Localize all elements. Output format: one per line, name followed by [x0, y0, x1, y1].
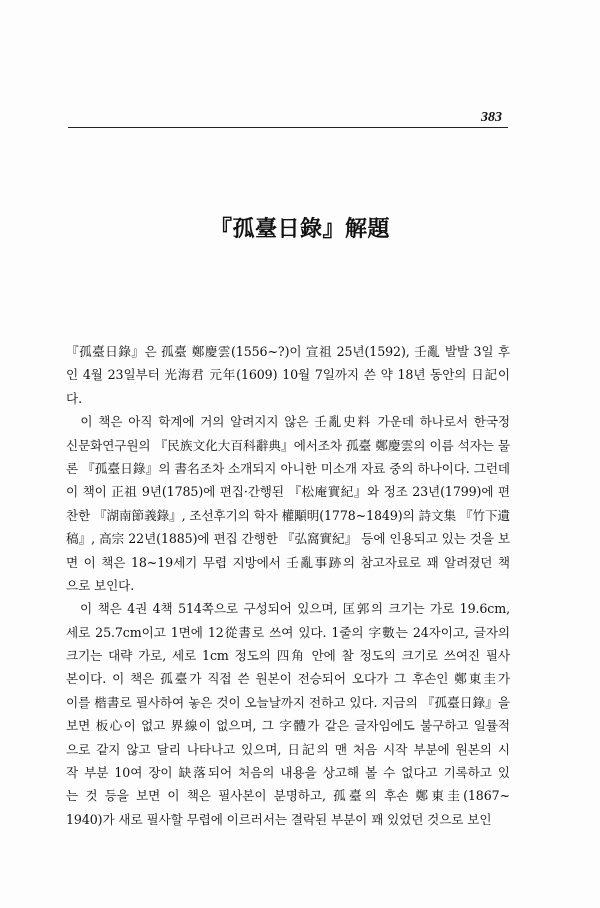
text-line: 보면 板心이 없고 界線이 없으며, 그 字體가 같은 글자임에도 불구하고 일률적: [66, 718, 510, 734]
document-title: 『孤臺日錄』解題: [209, 217, 390, 242]
text-line: 신문화연구원의 『民族文化大百科辭典』에서조차 孤臺 鄭慶雲의 이름 석자는 물: [66, 437, 510, 453]
page-number: 383: [481, 110, 502, 125]
text-line: 론 『孤臺日錄』의 書名조차 소개되지 아니한 미소개 자료 중의 하나이다. 그런데: [66, 460, 510, 476]
text-line: 본이다. 이 책은 孤臺가 직접 쓴 원본이 전승되어 오다가 그 후손인 鄭東圭가: [66, 671, 510, 687]
text-line: 찬한 『湖南節義錄』, 조선후기의 학자 權顒明(1778~1849)의 詩文集 『竹下遺: [66, 507, 510, 523]
paragraph: [66, 410, 510, 597]
body-text: [66, 340, 510, 831]
text-line: 이 책이 正祖 9년(1785)에 편집·간행된 『松庵實紀』와 정조 23년(1799)에 편: [66, 484, 510, 500]
text-line: 크기는 대략 가로, 세로 1cm 정도의 四角 안에 찰 정도의 크기로 쓰여진 필사: [66, 648, 510, 664]
text-line: 인 4월 23일부터 光海君 元年(1609) 10월 7일까지 쓴 약 18년 동안의 日記이: [66, 367, 510, 383]
text-line: 으로 같지 않고 달리 나타나고 있으며, 日記의 맨 처음 시작 부분에 원본의 시: [66, 741, 510, 757]
text-line: 으로 보인다.: [66, 577, 135, 593]
text-line: 이를 楷書로 필사하여 놓은 것이 오늘날까지 전하고 있다. 지금의 『孤臺日錄』을: [66, 694, 510, 710]
text-line: 는 것 등을 보면 이 책은 필사본이 분명하고, 孤臺의 후손 鄭東圭(1867~: [66, 788, 510, 804]
text-line: 1940)가 새로 필사할 무렵에 이르러서는 결락된 부분이 꽤 있었던 것으로 보인: [66, 811, 492, 827]
header-rule: [68, 127, 508, 128]
text-line: 『孤臺日錄』은 孤臺 鄭慶雲(1556~?)이 宣祖 25년(1592), 壬亂 발발 3일 후: [66, 344, 510, 359]
text-line: 작 부분 10여 장이 缺落되어 처음의 내용을 상고해 볼 수 없다고 기록하고 있: [66, 765, 510, 781]
text-line: 稿』, 高宗 22년(1885)에 편집 간행한 『弘窩實紀』 등에 인용되고 있는 것을 보: [66, 531, 510, 547]
paragraph: [66, 597, 510, 831]
text-line: 이 책은 4권 4책 514쪽으로 구성되어 있으며, 匡郭의 크기는 가로 19.6cm,: [66, 601, 510, 617]
text-line: 이 책은 아직 학계에 거의 알려지지 않은 壬亂史料 가운데 하나로서 한국정: [66, 414, 510, 430]
paragraph: [66, 340, 510, 410]
text-line: 세로 25.7cm이고 1면에 12從書로 쓰여 있다. 1줄의 字數는 24자이고, 글자의: [66, 624, 510, 640]
text-line: 면 이 책은 18~19세기 무렵 지방에서 壬亂事跡의 참고자료로 꽤 알려졌던 책: [66, 554, 510, 570]
text-line: 다.: [66, 390, 82, 406]
